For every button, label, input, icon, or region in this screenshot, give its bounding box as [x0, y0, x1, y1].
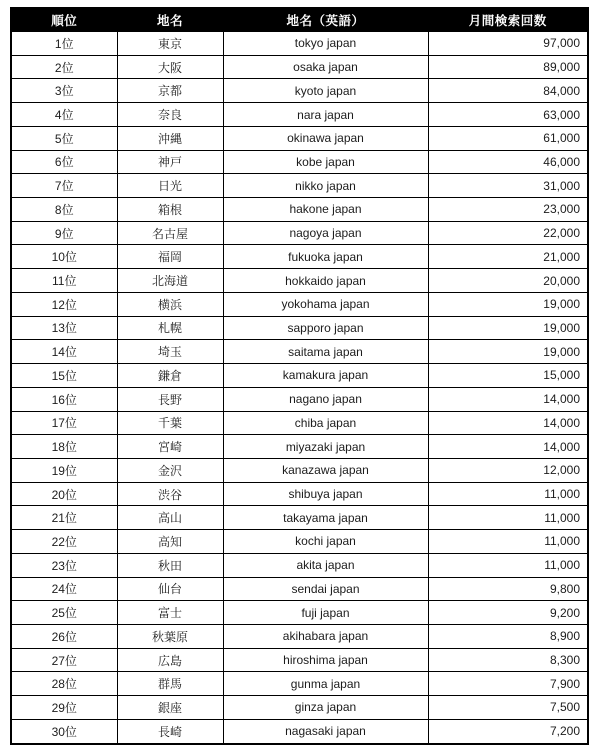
cell-monthly-searches: 84,000 [428, 79, 588, 103]
cell-rank: 15位 [11, 364, 117, 388]
cell-place-en: kochi japan [223, 530, 428, 554]
cell-place-ja: 名古屋 [117, 221, 223, 245]
table-row [11, 364, 588, 388]
cell-rank: 9位 [11, 221, 117, 245]
cell-rank: 28位 [11, 672, 117, 696]
cell-monthly-searches: 12,000 [428, 458, 588, 482]
table-row [11, 719, 588, 744]
cell-place-en: fuji japan [223, 601, 428, 625]
table-row [11, 601, 588, 625]
cell-place-ja: 千葉 [117, 411, 223, 435]
cell-place-en: chiba japan [223, 411, 428, 435]
cell-rank: 19位 [11, 458, 117, 482]
cell-monthly-searches: 9,200 [428, 601, 588, 625]
cell-monthly-searches: 7,200 [428, 719, 588, 744]
cell-monthly-searches: 21,000 [428, 245, 588, 269]
cell-place-ja: 長野 [117, 387, 223, 411]
cell-monthly-searches: 9,800 [428, 577, 588, 601]
table-row [11, 126, 588, 150]
cell-monthly-searches: 7,500 [428, 696, 588, 720]
cell-place-ja: 沖縄 [117, 126, 223, 150]
cell-rank: 27位 [11, 648, 117, 672]
table-body [11, 32, 588, 745]
cell-rank: 5位 [11, 126, 117, 150]
cell-place-en: nagano japan [223, 387, 428, 411]
cell-rank: 13位 [11, 316, 117, 340]
table-row [11, 245, 588, 269]
cell-monthly-searches: 19,000 [428, 340, 588, 364]
cell-rank: 20位 [11, 482, 117, 506]
table-row [11, 553, 588, 577]
cell-monthly-searches: 14,000 [428, 387, 588, 411]
cell-place-en: akihabara japan [223, 624, 428, 648]
cell-monthly-searches: 61,000 [428, 126, 588, 150]
cell-place-en: akita japan [223, 553, 428, 577]
cell-rank: 16位 [11, 387, 117, 411]
cell-rank: 11位 [11, 269, 117, 293]
cell-place-en: shibuya japan [223, 482, 428, 506]
cell-monthly-searches: 23,000 [428, 198, 588, 222]
column-header-place-en: 地名（英語） [223, 8, 428, 32]
cell-monthly-searches: 8,900 [428, 624, 588, 648]
cell-place-en: okinawa japan [223, 126, 428, 150]
table-row [11, 506, 588, 530]
cell-monthly-searches: 22,000 [428, 221, 588, 245]
cell-monthly-searches: 20,000 [428, 269, 588, 293]
table-row [11, 174, 588, 198]
cell-place-ja: 鎌倉 [117, 364, 223, 388]
table-row [11, 624, 588, 648]
cell-monthly-searches: 19,000 [428, 316, 588, 340]
cell-place-ja: 群馬 [117, 672, 223, 696]
cell-monthly-searches: 8,300 [428, 648, 588, 672]
table-row [11, 435, 588, 459]
table-row [11, 696, 588, 720]
cell-rank: 8位 [11, 198, 117, 222]
cell-rank: 25位 [11, 601, 117, 625]
cell-place-ja: 高山 [117, 506, 223, 530]
cell-place-en: takayama japan [223, 506, 428, 530]
table-row [11, 387, 588, 411]
cell-rank: 3位 [11, 79, 117, 103]
cell-monthly-searches: 11,000 [428, 506, 588, 530]
cell-monthly-searches: 11,000 [428, 553, 588, 577]
cell-place-ja: 横浜 [117, 292, 223, 316]
cell-rank: 23位 [11, 553, 117, 577]
cell-place-en: osaka japan [223, 55, 428, 79]
table-row [11, 672, 588, 696]
cell-place-ja: 日光 [117, 174, 223, 198]
cell-place-en: fukuoka japan [223, 245, 428, 269]
table-row [11, 482, 588, 506]
cell-rank: 17位 [11, 411, 117, 435]
cell-monthly-searches: 15,000 [428, 364, 588, 388]
cell-place-ja: 箱根 [117, 198, 223, 222]
cell-place-en: sapporo japan [223, 316, 428, 340]
cell-place-en: hokkaido japan [223, 269, 428, 293]
cell-place-en: nagasaki japan [223, 719, 428, 744]
table-row [11, 269, 588, 293]
cell-monthly-searches: 46,000 [428, 150, 588, 174]
cell-place-ja: 長崎 [117, 719, 223, 744]
table-row [11, 32, 588, 56]
cell-monthly-searches: 31,000 [428, 174, 588, 198]
cell-monthly-searches: 63,000 [428, 103, 588, 127]
cell-place-ja: 北海道 [117, 269, 223, 293]
cell-rank: 22位 [11, 530, 117, 554]
cell-monthly-searches: 19,000 [428, 292, 588, 316]
cell-place-ja: 銀座 [117, 696, 223, 720]
cell-monthly-searches: 11,000 [428, 530, 588, 554]
table-row [11, 530, 588, 554]
cell-place-en: miyazaki japan [223, 435, 428, 459]
cell-place-ja: 神戸 [117, 150, 223, 174]
cell-rank: 29位 [11, 696, 117, 720]
cell-place-ja: 秋葉原 [117, 624, 223, 648]
table-row [11, 577, 588, 601]
table-row [11, 648, 588, 672]
cell-monthly-searches: 7,900 [428, 672, 588, 696]
cell-place-ja: 京都 [117, 79, 223, 103]
cell-place-en: kobe japan [223, 150, 428, 174]
table-row [11, 221, 588, 245]
cell-rank: 4位 [11, 103, 117, 127]
cell-rank: 1位 [11, 32, 117, 56]
table-row [11, 79, 588, 103]
cell-monthly-searches: 11,000 [428, 482, 588, 506]
cell-place-en: kamakura japan [223, 364, 428, 388]
cell-rank: 18位 [11, 435, 117, 459]
cell-place-ja: 広島 [117, 648, 223, 672]
cell-rank: 2位 [11, 55, 117, 79]
cell-place-ja: 金沢 [117, 458, 223, 482]
cell-place-ja: 秋田 [117, 553, 223, 577]
cell-rank: 24位 [11, 577, 117, 601]
cell-place-en: hiroshima japan [223, 648, 428, 672]
cell-place-ja: 渋谷 [117, 482, 223, 506]
cell-place-ja: 奈良 [117, 103, 223, 127]
cell-rank: 30位 [11, 719, 117, 744]
cell-rank: 26位 [11, 624, 117, 648]
cell-monthly-searches: 14,000 [428, 411, 588, 435]
cell-place-en: nara japan [223, 103, 428, 127]
cell-place-en: sendai japan [223, 577, 428, 601]
cell-place-en: saitama japan [223, 340, 428, 364]
cell-place-ja: 高知 [117, 530, 223, 554]
cell-place-en: nagoya japan [223, 221, 428, 245]
cell-monthly-searches: 89,000 [428, 55, 588, 79]
cell-rank: 10位 [11, 245, 117, 269]
cell-rank: 7位 [11, 174, 117, 198]
table-row [11, 292, 588, 316]
cell-place-en: kyoto japan [223, 79, 428, 103]
cell-place-en: hakone japan [223, 198, 428, 222]
cell-place-en: tokyo japan [223, 32, 428, 56]
column-header-monthly-searches: 月間検索回数 [428, 8, 588, 32]
cell-place-ja: 仙台 [117, 577, 223, 601]
cell-place-en: gunma japan [223, 672, 428, 696]
table-row [11, 458, 588, 482]
cell-rank: 14位 [11, 340, 117, 364]
cell-monthly-searches: 97,000 [428, 32, 588, 56]
table-row [11, 55, 588, 79]
table-row [11, 198, 588, 222]
table-row [11, 316, 588, 340]
cell-place-en: nikko japan [223, 174, 428, 198]
cell-place-en: ginza japan [223, 696, 428, 720]
cell-place-ja: 札幌 [117, 316, 223, 340]
header-row [11, 8, 588, 32]
column-header-place-ja: 地名 [117, 8, 223, 32]
cell-place-ja: 東京 [117, 32, 223, 56]
column-header-rank: 順位 [11, 8, 117, 32]
cell-place-ja: 福岡 [117, 245, 223, 269]
cell-place-ja: 富士 [117, 601, 223, 625]
cell-place-ja: 埼玉 [117, 340, 223, 364]
search-ranking-table [10, 7, 589, 745]
cell-place-ja: 宮崎 [117, 435, 223, 459]
cell-rank: 12位 [11, 292, 117, 316]
table-row [11, 150, 588, 174]
cell-place-ja: 大阪 [117, 55, 223, 79]
cell-place-en: kanazawa japan [223, 458, 428, 482]
cell-rank: 6位 [11, 150, 117, 174]
table-row [11, 411, 588, 435]
cell-place-en: yokohama japan [223, 292, 428, 316]
cell-monthly-searches: 14,000 [428, 435, 588, 459]
cell-rank: 21位 [11, 506, 117, 530]
table-row [11, 340, 588, 364]
table-row [11, 103, 588, 127]
